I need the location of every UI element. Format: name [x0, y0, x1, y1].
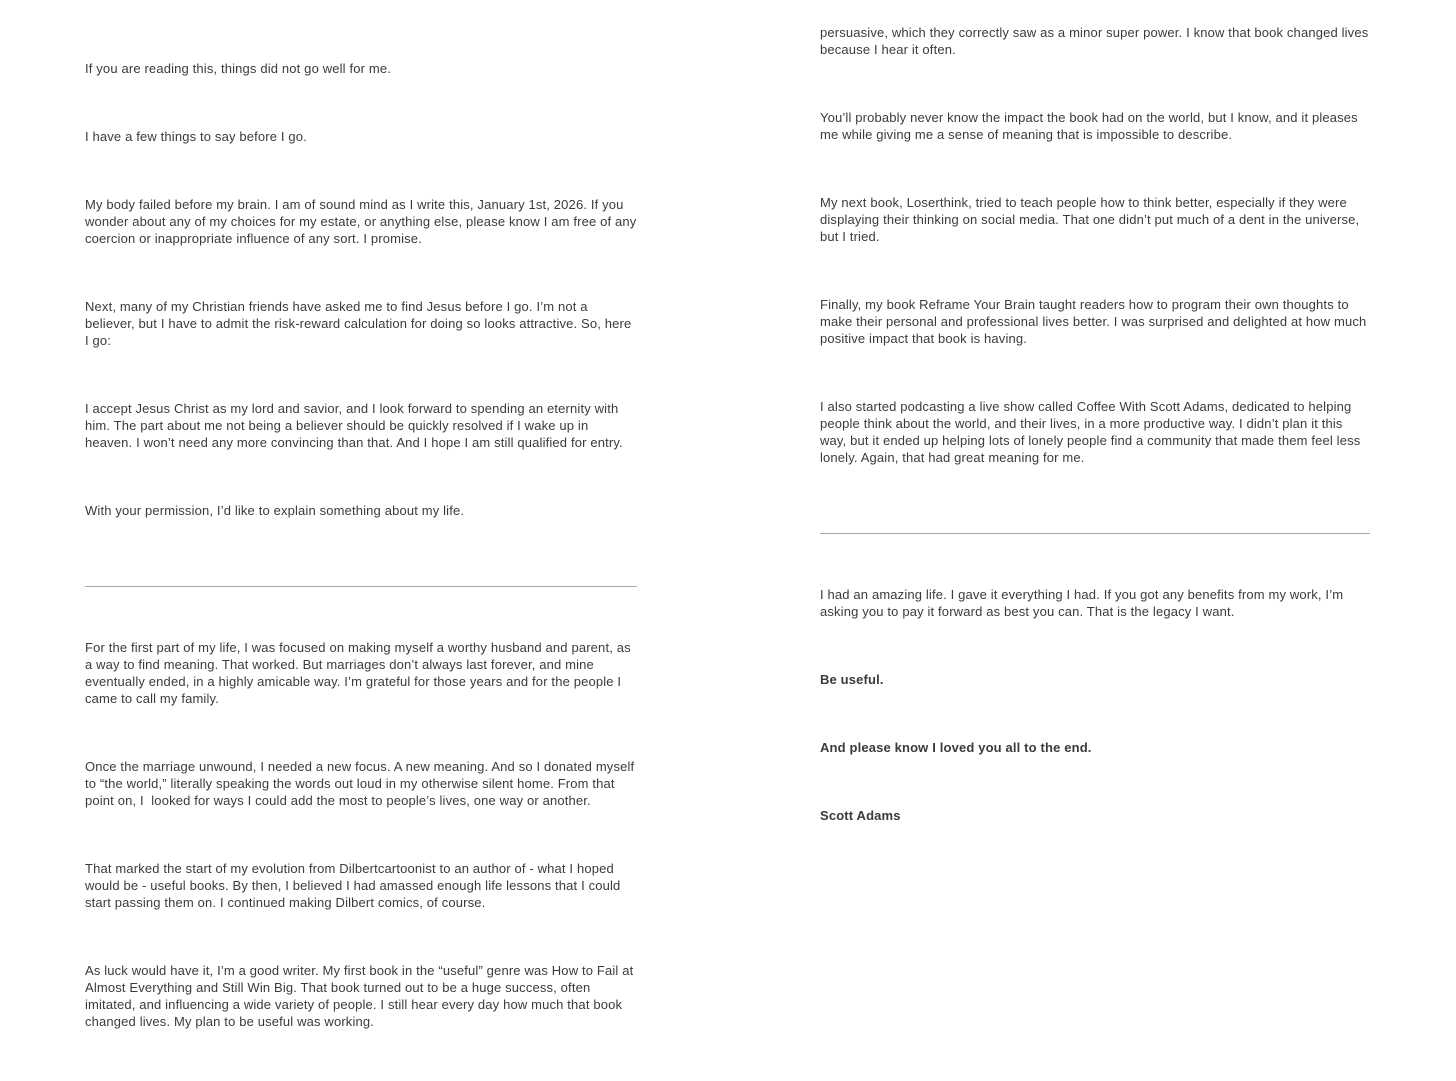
paragraph: That marked the start of my evolution from Dilbertcartoonist to an author of - what I hoped would be - useful books. By then, I believed I had amassed enough life lessons that I could start passing them on. I continued making Dilbert comics, of course. [85, 861, 625, 910]
left-column [85, 26, 641, 1081]
right-column [820, 0, 1373, 875]
paragraph: I had an amazing life. I gave it everything I had. If you got any benefits from my work, I’m asking you to pay it forward as best you can. That is the legacy I want. [820, 587, 1347, 619]
paragraph: I have a few things to say before I go. [85, 129, 307, 144]
paragraph: As luck would have it, I’m a good writer. My first book in the “useful” genre was How to Fail at Almost Everything and Still Win Big. That book turned out to be a huge success, often imitated, and influencing a wide variety of people. I still hear every day how much that book changed lives. My plan to be useful was working. [85, 963, 637, 1029]
paragraph: My body failed before my brain. I am of sound mind as I write this, January 1st, 2026. If you wonder about any of my choices for my estate, or anything else, please know I am free of any coercion or inappropriate influence of any sort. I promise. [85, 197, 641, 246]
paragraph: Once the marriage unwound, I needed a new focus. A new meaning. And so I donated myself to “the world,” literally speaking the words out loud in my otherwise silent home. From that point on, I looked for ways I could add the most to people’s lives, one way or another. [85, 759, 639, 808]
signature: Scott Adams [820, 808, 901, 823]
section-divider [820, 533, 1370, 534]
paragraph: I also started podcasting a live show called Coffee With Scott Adams, dedicated to helping people think about the world, and their lives, in a more productive way. I didn’t plan it this way, but it ended up helping lots of lonely people find a community that made them feel less lonely. Again, that had great meaning for me. [820, 399, 1365, 465]
paragraph: If you are reading this, things did not go well for me. [85, 61, 391, 76]
paragraph: Next, many of my Christian friends have asked me to find Jesus before I go. I’m not a believer, but I have to admit the risk-reward calculation for doing so looks attractive. So, here I go: [85, 299, 636, 348]
paragraph: Finally, my book Reframe Your Brain taught readers how to program their own thoughts to make their personal and professional lives better. I was surprised and delighted at how much positive impact that book is having. [820, 297, 1371, 346]
paragraph: For the first part of my life, I was focused on making myself a worthy husband and parent, as a way to find meaning. That worked. But marriages don’t always last forever, and mine eventually ended, in a highly amicable way. I’m grateful for those years and for the people I came to call my family. [85, 640, 635, 706]
paragraph: I accept Jesus Christ as my lord and savior, and I look forward to spending an eternity with him. The part about me not being a believer should be quickly resolved if I wake up in heaven. I won’t need any more convincing than that. And I hope I am still qualified for entry. [85, 401, 623, 450]
paragraph: With your permission, I’d like to explain something about my life. [85, 503, 465, 518]
paragraph: You’ll probably never know the impact the book had on the world, but I know, and it pleases me while giving me a sense of meaning that is impossible to describe. [820, 110, 1362, 142]
closing-line: And please know I loved you all to the end. [820, 740, 1092, 755]
continued-paragraph: persuasive, which they correctly saw as a minor super power. I know that book changed lives because I hear it often. [820, 25, 1373, 57]
closing-line: Be useful. [820, 672, 884, 687]
section-divider [85, 586, 637, 587]
paragraph: My next book, Loserthink, tried to teach people how to think better, especially if they were displaying their thinking on social media. That one didn’t put much of a dent in the universe, but I tried. [820, 195, 1364, 244]
